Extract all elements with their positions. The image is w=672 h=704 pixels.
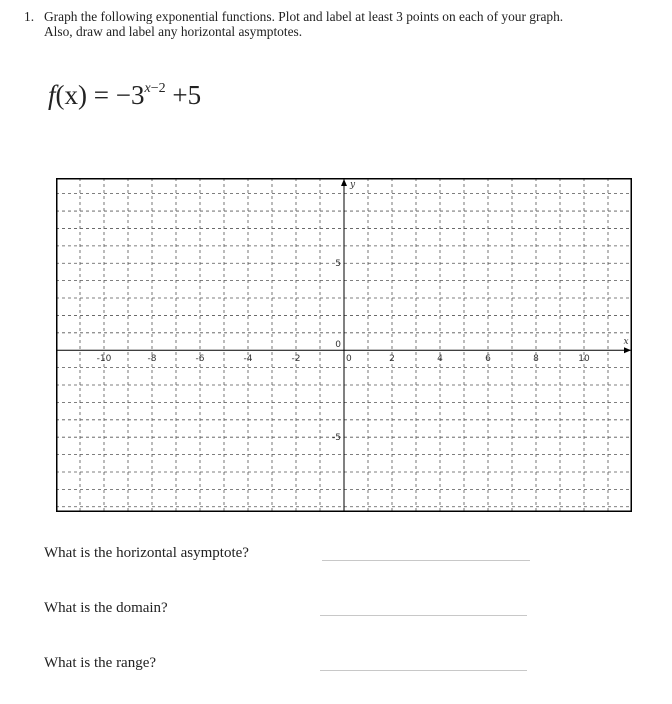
question-range: What is the range? <box>44 655 157 671</box>
y-tick-label: -5 <box>332 433 341 444</box>
x-tick-label: 6 <box>485 354 491 365</box>
x-tick-label: 8 <box>533 354 539 365</box>
formula-constant: +5 <box>165 80 202 110</box>
answer-line-domain[interactable] <box>320 615 527 616</box>
x-tick-label: -4 <box>243 354 253 365</box>
answer-line-range[interactable] <box>320 670 527 671</box>
x-tick-label: 10 <box>578 354 590 365</box>
instructions-line-2: Also, draw and label any horizontal asymptotes. <box>44 24 303 39</box>
x-axis-arrow <box>624 347 631 353</box>
grid-svg[interactable] <box>56 178 632 512</box>
formula-argument: (x) <box>55 80 87 110</box>
x-tick-label: -6 <box>195 354 205 365</box>
formula-function-name: f <box>48 80 56 110</box>
formula-exponent-variable: x <box>144 81 151 96</box>
instructions-line-1: Graph the following exponential functions. Plot and label at least 3 points on each of your graph. <box>44 9 564 24</box>
y-axis-arrow <box>341 179 347 186</box>
formula-exponent-rest: −2 <box>150 81 166 96</box>
formula-equals: = <box>87 80 116 110</box>
function-formula <box>48 80 201 110</box>
question-domain: What is the domain? <box>44 600 168 616</box>
answer-line-asymptote[interactable] <box>322 560 530 561</box>
question-asymptote: What is the horizontal asymptote? <box>44 545 249 561</box>
x-tick-label: 4 <box>437 354 443 365</box>
instructions-text <box>44 9 644 39</box>
x-tick-label: 2 <box>389 354 395 365</box>
coordinate-grid[interactable] <box>56 178 632 512</box>
x-tick-label: -10 <box>96 354 112 365</box>
problem-number: 1. <box>24 9 35 24</box>
formula-exponent <box>144 81 165 96</box>
x-axis-label: x <box>623 337 629 348</box>
x-tick-label: 0 <box>346 354 352 365</box>
y-tick-label: 0 <box>335 340 341 351</box>
x-tick-label: -2 <box>291 354 301 365</box>
y-tick-label: 5 <box>335 259 341 270</box>
y-axis-label: y <box>350 180 356 190</box>
x-tick-label: -8 <box>147 354 157 365</box>
formula-base: −3 <box>115 80 145 110</box>
